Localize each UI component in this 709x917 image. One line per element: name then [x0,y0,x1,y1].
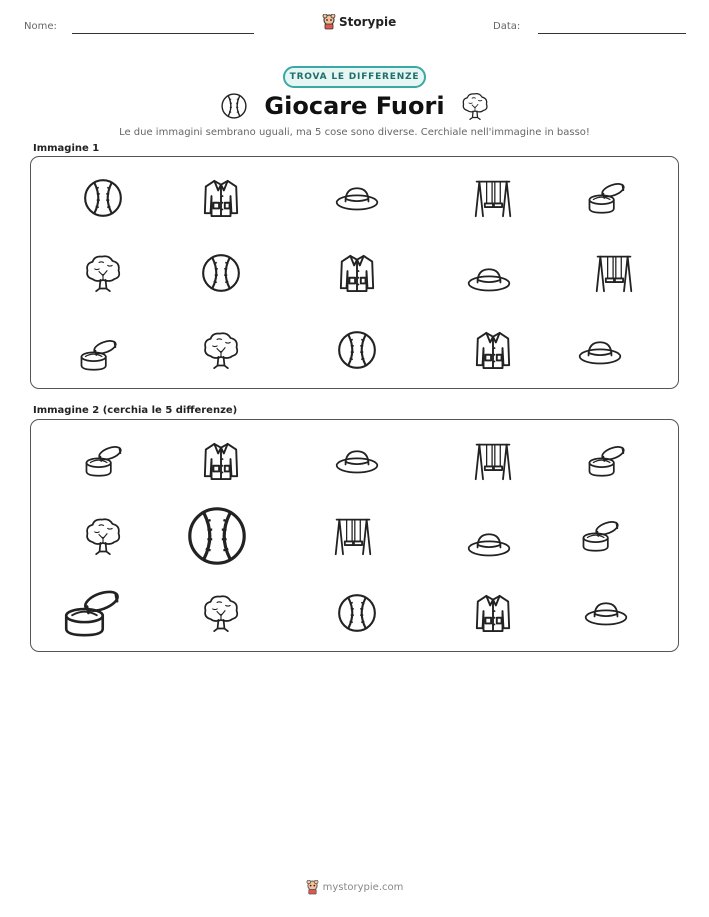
cream-jar-icon[interactable] [586,443,626,479]
footer [0,880,709,895]
swing-icon[interactable] [333,515,373,557]
baseball-icon [336,328,378,372]
hat-icon [466,264,512,294]
cream-jar-icon[interactable] [83,443,123,479]
swing-icon [473,177,513,219]
hat-icon[interactable] [583,598,629,628]
jacket-icon[interactable] [202,439,240,483]
image2-label: Immagine 2 (cerchia le 5 differenze) [33,405,238,416]
brand-logo [322,14,396,30]
swing-icon[interactable] [473,440,513,482]
baseball-icon [220,92,248,120]
instructions: Le due immagini sembrano uguali, ma 5 cose sono diverse. Cerchiale nell'immagine in basso! [119,127,590,138]
jacket-icon[interactable] [474,591,512,635]
jacket-icon [474,328,512,372]
image1-panel [30,156,679,389]
hat-icon [577,337,623,367]
hat-icon[interactable] [466,529,512,559]
cream-jar-icon [78,337,118,373]
badge: TROVA LE DIFFERENZE [283,66,426,88]
footer-url[interactable]: mystorypie.com [322,882,404,893]
cream-jar-icon[interactable] [580,518,620,554]
swing-icon [594,252,634,294]
tree-icon [202,329,240,371]
baseball-icon [200,251,242,295]
title-row [0,91,709,121]
cream-jar-icon [586,180,626,216]
tree-icon [461,91,489,121]
hat-icon[interactable] [334,446,380,476]
name-field[interactable] [72,33,254,34]
tree-icon[interactable] [202,592,240,634]
page-title: Giocare Fuori [264,92,445,120]
image1-label: Immagine 1 [33,143,100,154]
storypie-mascot-icon [322,14,336,30]
jacket-icon [202,176,240,220]
tree-icon[interactable] [84,515,122,557]
cream-jar-icon[interactable] [61,586,121,640]
date-field[interactable] [538,33,686,34]
storypie-mascot-icon [306,880,319,895]
date-label: Data: [493,21,521,32]
image2-panel[interactable] [30,419,679,652]
hat-icon [334,183,380,213]
name-label: Nome: [24,21,57,32]
jacket-icon [338,251,376,295]
tree-icon [84,252,122,294]
baseball-icon [82,176,124,220]
baseball-icon[interactable] [185,504,249,568]
baseball-icon[interactable] [336,591,378,635]
brand-name: Storypie [339,15,397,29]
